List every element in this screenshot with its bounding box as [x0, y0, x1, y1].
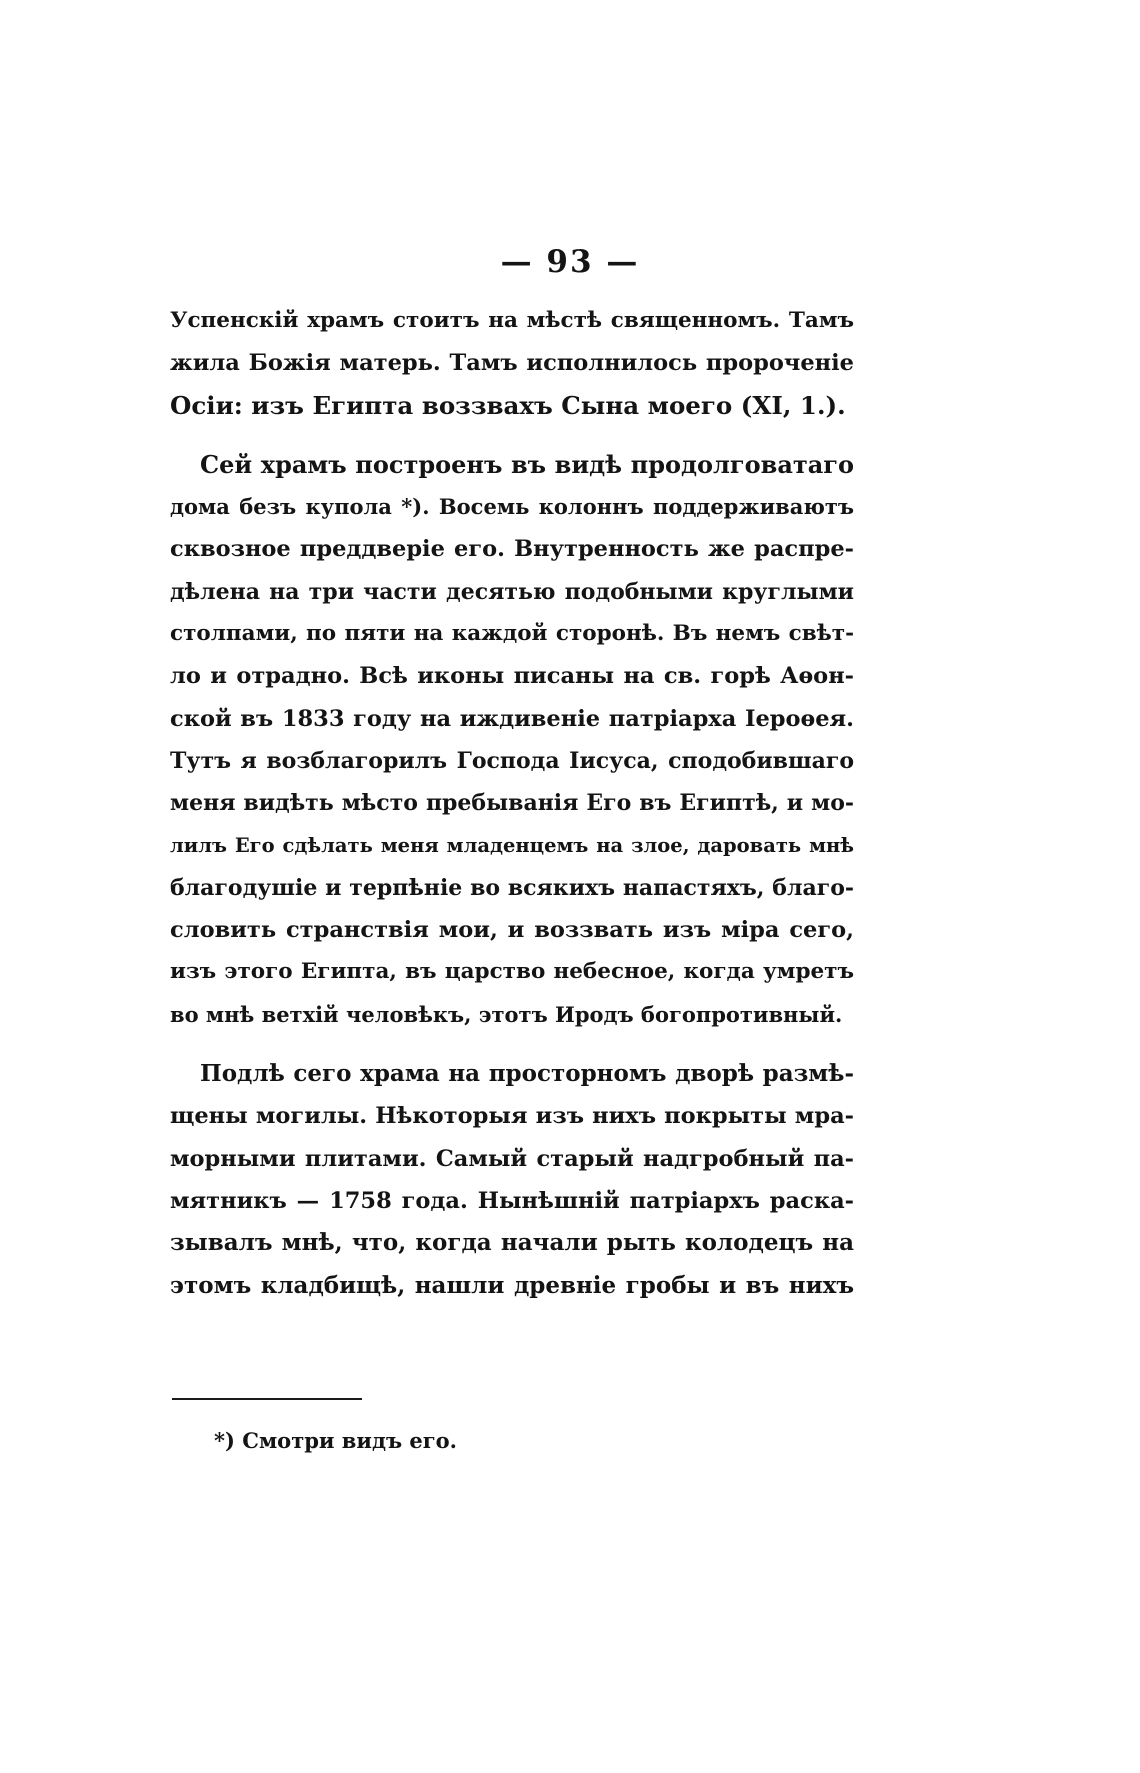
text-line: жила Божія матерь. Тамъ исполнилось пророченіе	[170, 350, 854, 377]
text-line: ской въ 1833 году на иждивеніе патріарха Іероѳея.	[170, 705, 854, 732]
text-line: сквозное преддверіе его. Внутренность же распре-	[170, 536, 854, 563]
text-line: лилъ Его сдѣлать меня младенцемъ на злое, даровать мнѣ	[170, 833, 854, 857]
text-line: морными плитами. Самый старый надгробный па-	[170, 1145, 854, 1172]
text-line: столпами, по пяти на каждой сторонѣ. Въ немъ свѣт-	[170, 621, 854, 647]
paragraph-1	[170, 300, 854, 427]
footnote-divider	[172, 1398, 362, 1400]
text-line: зывалъ мнѣ, что, когда начали рыть колодецъ на	[170, 1229, 854, 1257]
text-line: Успенскій храмъ стоитъ на мѣстѣ священномъ. Тамъ	[170, 308, 854, 333]
text-line: этомъ кладбищѣ, нашли древніе гробы и въ нихъ	[170, 1271, 854, 1299]
text-line: дома безъ купола *). Восемь колоннъ поддерживаютъ	[170, 494, 854, 520]
text-line: меня видѣть мѣсто пребыванія Его въ Египтѣ, и мо-	[170, 790, 854, 817]
text-line: словить странствія мои, и воззвать изъ міра сего,	[170, 917, 854, 944]
text-line: Тутъ я возблагорилъ Господа Іисуса, сподобившаго	[170, 747, 854, 774]
text-line: во мнѣ ветхій человѣкъ, этотъ Иродъ богопротивный.	[170, 1001, 843, 1027]
text-line: Осіи: изъ Египта воззвахъ Сына моего (XI, 1.).	[170, 390, 846, 420]
text-line: дѣлена на три части десятью подобными круглыми	[170, 578, 854, 605]
text-line: ло и отрадно. Всѣ иконы писаны на св. горѣ Аѳон-	[170, 663, 854, 690]
text-line: мятникъ — 1758 года. Нынѣшній патріархъ раска-	[170, 1187, 854, 1214]
body-text	[170, 300, 854, 1307]
paragraph-3	[170, 1053, 854, 1307]
text-line: щены могилы. Нѣкоторыя изъ нихъ покрыты мра-	[170, 1103, 854, 1130]
text-line: благодушіе и терпѣніе во всякихъ напастяхъ, благо-	[170, 874, 854, 901]
page-number: — 93 —	[500, 244, 640, 280]
footnote: *) Смотри видъ его.	[214, 1428, 457, 1453]
text-line: Подлѣ сего храма на просторномъ дворѣ размѣ-	[200, 1060, 854, 1088]
paragraph-2	[170, 444, 854, 1036]
text-line: Сей храмъ построенъ въ видѣ продолговатаго	[200, 449, 854, 479]
text-line: изъ этого Египта, въ царство небесное, когда умретъ	[170, 959, 854, 985]
